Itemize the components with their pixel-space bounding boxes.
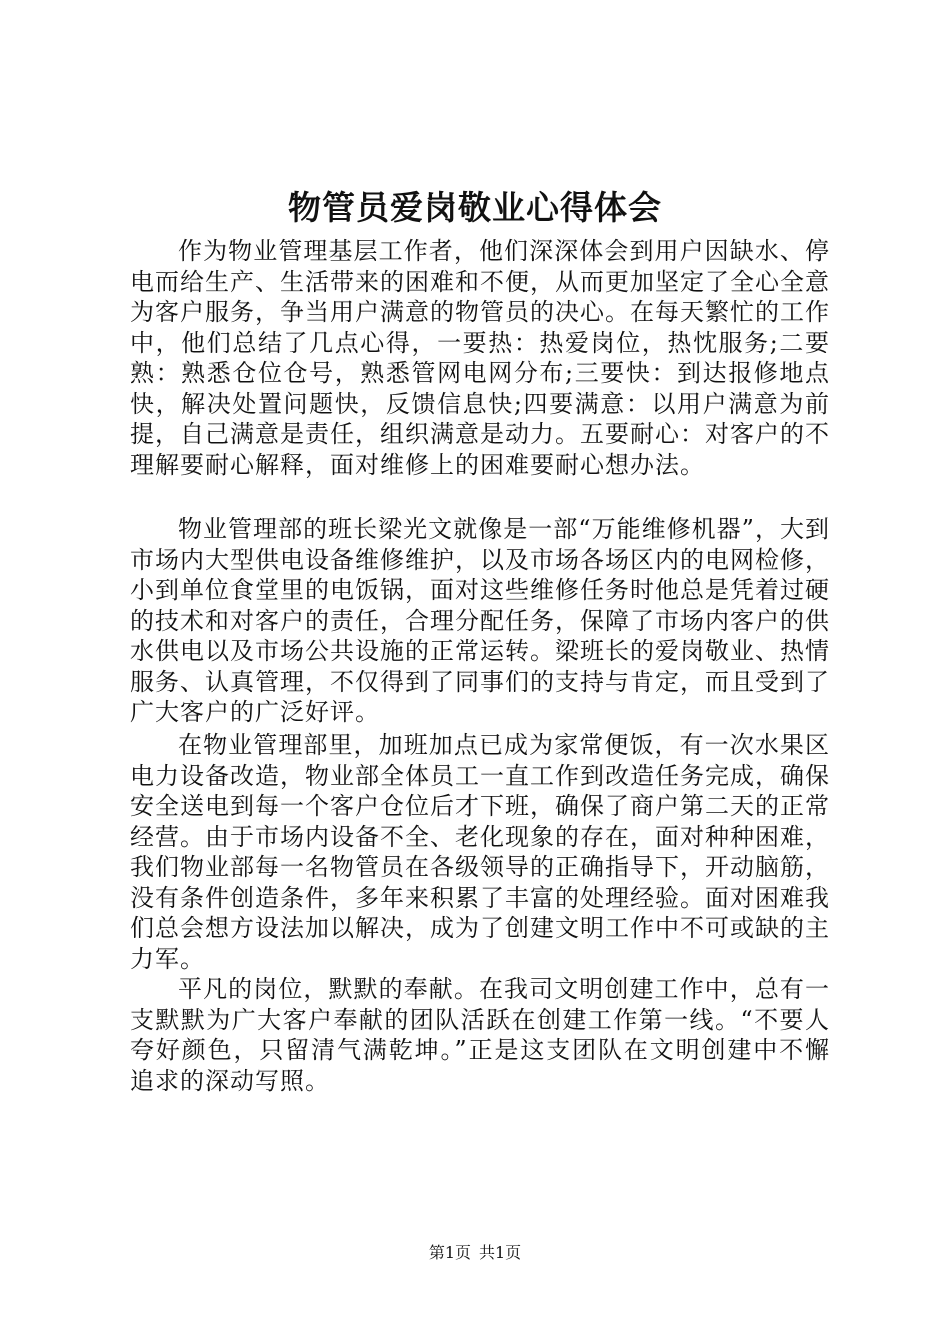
paragraph-text: 在物业管理部里，加班加点已成为家常便饭，有一次水果区电力设备改造，物业部全体员工一直工作到改造任务完成，确保安全送电到每一个客户仓位后才下班，确保了商户第二天的正常经营。由于市场内设备不全、老化现象的存在，面对种种困难，我们物业部每一名物管员在各级领导的正确指导下，开动脑筋，没有条件创造条件，多年来积累了丰富的处理经验。面对困难我们总会想方设法加以解决，成为了创建文明工作中不可或缺的主力军。 (130, 731, 830, 973)
page-footer (0, 1242, 950, 1264)
paragraph-text: 作为物业管理基层工作者，他们深深体会到用户因缺水、停电而给生产、生活带来的困难和不便，从而更加坚定了全心全意为客户服务，争当用户满意的物管员的决心。在每天繁忙的工作中，他们总结了几点心得，一要热：热爱岗位，热忱服务;二要熟：熟悉仓位仓号，熟悉管网电网分布;三要快：到达报修地点快，解决处置问题快，反馈信息快;四要满意：以用户满意为前提，自己满意是责任，组织满意是动力。五要耐心：对客户的不理解要耐心解释，面对维修上的困难要耐心想办法。 (130, 237, 830, 479)
page-total: 共1页 (479, 1243, 522, 1262)
paragraph-text: 平凡的岗位，默默的奉献。在我司文明创建工作中，总有一支默默为广大客户奉献的团队活跃在创建工作第一线。“不要人夸好颜色，只留清气满乾坤。”正是这支团队在文明创建中不懈追求的深动写照。 (130, 975, 830, 1095)
document-title: 物管员爱岗敬业心得体会 (288, 188, 662, 227)
page-number: 第1页 (428, 1243, 471, 1262)
paragraph-2 (130, 514, 830, 728)
paragraph-text: 物业管理部的班长梁光文就像是一部“万能维修机器”，大到市场内大型供电设备维修维护，以及市场各场区内的电网检修，小到单位食堂里的电饭锅，面对这些维修任务时他总是凭着过硬的技术和对客户的责任，合理分配任务，保障了市场内客户的供水供电以及市场公共设施的正常运转。梁班长的爱岗敬业、热情服务、认真管理，不仅得到了同事们的支持与肯定，而且受到了广大客户的广泛好评。 (130, 515, 830, 726)
paragraph-3 (130, 730, 830, 974)
paragraph-4 (130, 974, 830, 1096)
paragraph-1 (130, 236, 830, 480)
